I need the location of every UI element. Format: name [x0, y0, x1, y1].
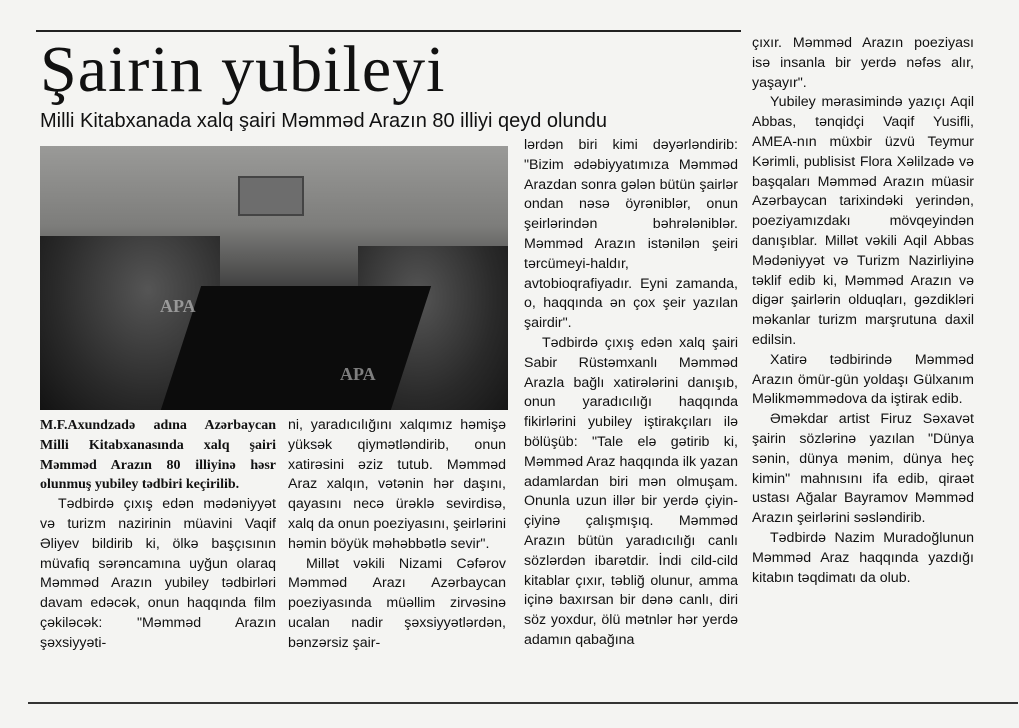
paragraph: çıxır. Məmməd Arazın poeziyası isə insanla bir yerdə nəfəs alır, yaşayır". — [752, 35, 974, 91]
paragraph: Tədbirdə Nazim Muradoğlunun Məmməd Araz haqqında yazdığı kitabın təqdimatı da olub. — [752, 529, 974, 586]
paragraph: ni, yaradıcılığını xalqımız həmişə yüksək qiymətləndirib, onun xatirəsini əziz tutub. Məmməd Araz xalqın, vətənin hər daşını, qayasını necə ürəklə sevirdisə, xalq da onun poeziyasını, şeirlərini həmin böyük məhəbbətlə sevir". — [288, 417, 506, 552]
column-1 — [40, 416, 276, 654]
photo-caption: M.F.Axundzadə adına Azərbaycan Milli Kitabxanasında xalq şairi Məmməd Arazın 80 illiyinə həsr olunmuş yubiley tədbiri keçirilib. — [40, 418, 276, 493]
paragraph: Tədbirdə çıxış edən xalq şairi Sabir Rüstəmxanlı Məmməd Arazla bağlı xatirələrini danışıb, onun yaradıcılığı haqqında fikirlərini yubiley iştirakçıları ilə bölüşüb: "Tale elə gətirib ki, Məmməd Araz haqqında ilk yazan adamlardan biri mən olmuşam. Onunla uzun illər bir yerdə çiyin-çiyinə çalışmışıq. Məmməd Arazın bütün yaradıcılığı canlı sözlərdən ibarətdir. İndi cild-cild kitablar çıxır, təbliğ olunur, amma içinə baxırsan bir dənə canlı, diri söz yoxdur, ölü mətnlər hər yerdə adamın qabağına — [524, 334, 738, 648]
event-photo — [40, 146, 508, 410]
bottom-rule — [28, 702, 1018, 704]
photo-screen — [238, 176, 304, 216]
column-2 — [288, 416, 506, 654]
paragraph: Xatirə tədbirində Məmməd Arazın ömür-gün yoldaşı Gülxanım Məlikməmmədova da iştirak edib. — [752, 351, 974, 408]
column-3 — [524, 136, 738, 651]
paragraph: Tədbirdə çıxış edən mədəniyyət və turizm nazirinin müavini Vaqif Əliyev bildirib ki, ölkə başçısının müvafiq sərəncamına uyğun olaraq Məmməd Arazın yubiley tədbirləri davam edəcək, onun haqqında film çəkiləcək: "Məmməd Arazın şəxsiyyəti- — [40, 496, 276, 651]
paragraph: Yubiley mərasimində yazıçı Aqil Abbas, tənqidçi Vaqif Yusifli, AMEA-nın müxbir üzvü Teymur Kərimli, publisist Flora Xəlilzadə və başqaları Məmməd Arazın müasir Azərbaycan tarixindəki yerindən, poeziyamızdakı mövqeyindən danışıblar. Millət vəkili Aqil Abbas Mədəniyyət və Turizm Nazirliyinə təklif edib ki, Məmməd Arazın və digər şairlərin olduqları, gəzdikləri məkanlar turizm marşrutuna daxil edilsin. — [752, 94, 974, 348]
column-4 — [752, 34, 974, 588]
photo-watermark: APA — [160, 296, 196, 316]
paragraph: lərdən biri kimi dəyərləndirib: "Bizim ədəbiyyatımıza Məmməd Arazdan sonra gələn bütün şairlər ondan nəsə öyrəniblər, onun şeirlərindən bəhrələniblər. Məmməd Arazın istənilən şeiri tərcümeyi-haldır, avtobioqrafiyadır. Eyni zamanda, o, haqqında ən çox şeir yazılan şairdir". — [524, 137, 738, 332]
headline: Şairin yubileyi — [40, 33, 446, 106]
paragraph: Millət vəkili Nizami Cəfərov Məmməd Arazı Azərbaycan poeziyasında müəllim zirvəsinə ucalan nadir şəxsiyyətlərdən, bənzərsiz şair- — [288, 555, 506, 651]
paragraph: Əməkdar artist Firuz Səxavət şairin sözlərinə yazılan "Dünya sənin, dünya mənim, dünya heç kimin" mahnısını ifa edib, qiraət ustası Ağalar Bayramov Məmməd Arazın şeirlərini səsləndirib. — [752, 411, 974, 527]
subtitle: Milli Kitabxanada xalq şairi Məmməd Arazın 80 illiyi qeyd olundu — [40, 110, 607, 132]
photo-table — [159, 286, 431, 410]
photo-watermark: APA — [340, 364, 376, 384]
